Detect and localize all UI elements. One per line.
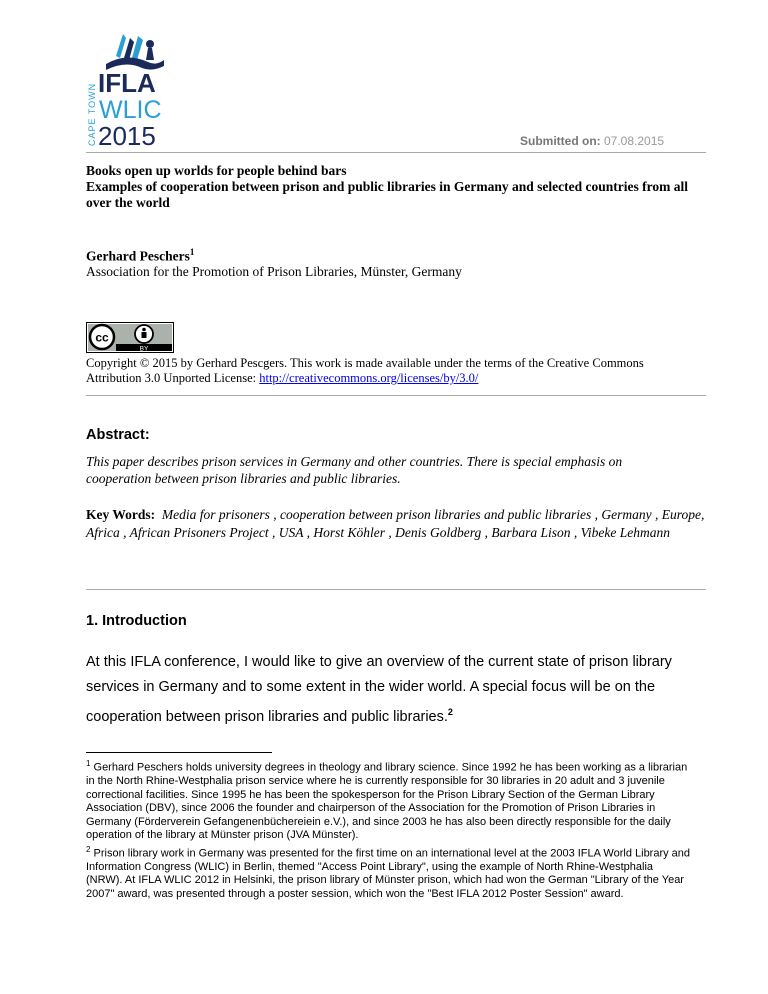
author-affiliation: Association for the Promotion of Prison Libraries, Münster, Germany — [86, 264, 462, 279]
footnote-separator — [86, 752, 272, 753]
copyright-text: Copyright © 2015 by Gerhard Pescgers. This work is made available under the terms of the Creative Commons Attribution 3.0 Unported License: — [86, 356, 644, 385]
footnote-1-mark: 1 — [86, 759, 91, 768]
license-link[interactable]: http://creativecommons.org/licenses/by/3.0/ — [259, 371, 479, 385]
footnote-2 — [86, 843, 691, 902]
section-heading-introduction: 1. Introduction — [86, 613, 187, 629]
ifla-wlic-2015-logo — [86, 30, 168, 148]
cc-icon: cc — [95, 330, 109, 345]
cc-by-license-badge[interactable] — [86, 322, 174, 353]
introduction-paragraph — [86, 650, 691, 730]
submitted-date — [520, 134, 664, 148]
by-label: BY — [139, 345, 149, 353]
copyright-divider — [86, 395, 706, 396]
author-name: Gerhard Peschers — [86, 248, 190, 264]
footnotes — [86, 757, 691, 901]
logo-line-ifla: IFLA — [98, 68, 156, 98]
logo-line-wlic: WLIC — [99, 96, 162, 124]
keywords — [86, 506, 716, 542]
footnote-1-text: Gerhard Peschers holds university degrees in theology and library science. Since 1992 he has been working as a librarian in the North Rhine-Westphalia prison service where he is currently responsible for 30 libraries in 20 adult and 3 juvenile correctional facilities. Since 1995 he has been the spokesperson for the Prison Library Section of the German Library Association (DBV), since 2006 the founder and chairperson of the Association for the Promotion of Prison Libraries in Germany (Förderverein Gefangenenbüchereiein e.V.), and since 2003 he has also been directly responsible for the daily operation of the library at Münster prison (JVA Münster). — [86, 761, 688, 842]
logo-side-text: CAPE TOWN — [87, 82, 97, 146]
title-line-1: Books open up worlds for people behind bars — [86, 163, 347, 178]
footnote-1 — [86, 757, 691, 843]
keywords-text: Media for prisoners , cooperation between prison libraries and public libraries , Germany , Europe, Africa , African Prisoners Project , USA , Horst Köhler , Denis Goldberg , Barbara Lison , Vibeke Lehmann — [86, 507, 705, 540]
author-footnote-mark[interactable]: 1 — [189, 247, 195, 257]
copyright-notice — [86, 356, 686, 386]
author — [86, 247, 194, 265]
abstract-text: This paper describes prison services in Germany and other countries. There is special emphasis on cooperation between prison libraries and public libraries. — [86, 454, 623, 486]
abstract-divider — [86, 589, 706, 590]
footnote-2-mark: 2 — [86, 844, 91, 854]
keywords-label: Key Words: — [86, 507, 156, 522]
book-graphic — [106, 34, 164, 70]
introduction-text: At this IFLA conference, I would like to give an overview of the current state of prison library services in Germany and to some extent in the wider world. A special focus will be on the cooperation between prison libraries and public libraries. — [86, 654, 672, 725]
logo-line-year: 2015 — [98, 121, 156, 148]
title-line-2: Examples of cooperation between prison and public libraries in Germany and selected countries from all over the world — [86, 179, 688, 210]
intro-footnote-mark[interactable]: 2 — [447, 707, 453, 717]
submitted-value: 07.08.2015 — [604, 134, 665, 148]
header-divider — [86, 152, 706, 153]
paper-title — [86, 163, 706, 211]
footnote-2-text: Prison library work in Germany was presented for the first time on an international level at the 2003 IFLA World Library and Information Congress (WLIC) in Berlin, themed "Access Point Library", using the example of North Rhine-Westphalia (NRW). At IFLA WLIC 2012 in Helsinki, the prison library of Münster prison, which had won the German "Library of the Year 2007" award, was presented through a poster session, which won the "Best IFLA 2012 Poster Session" award. — [86, 847, 691, 900]
attribution-person-icon — [135, 325, 153, 343]
submitted-label: Submitted on: — [520, 134, 601, 148]
abstract-heading: Abstract: — [86, 427, 150, 443]
